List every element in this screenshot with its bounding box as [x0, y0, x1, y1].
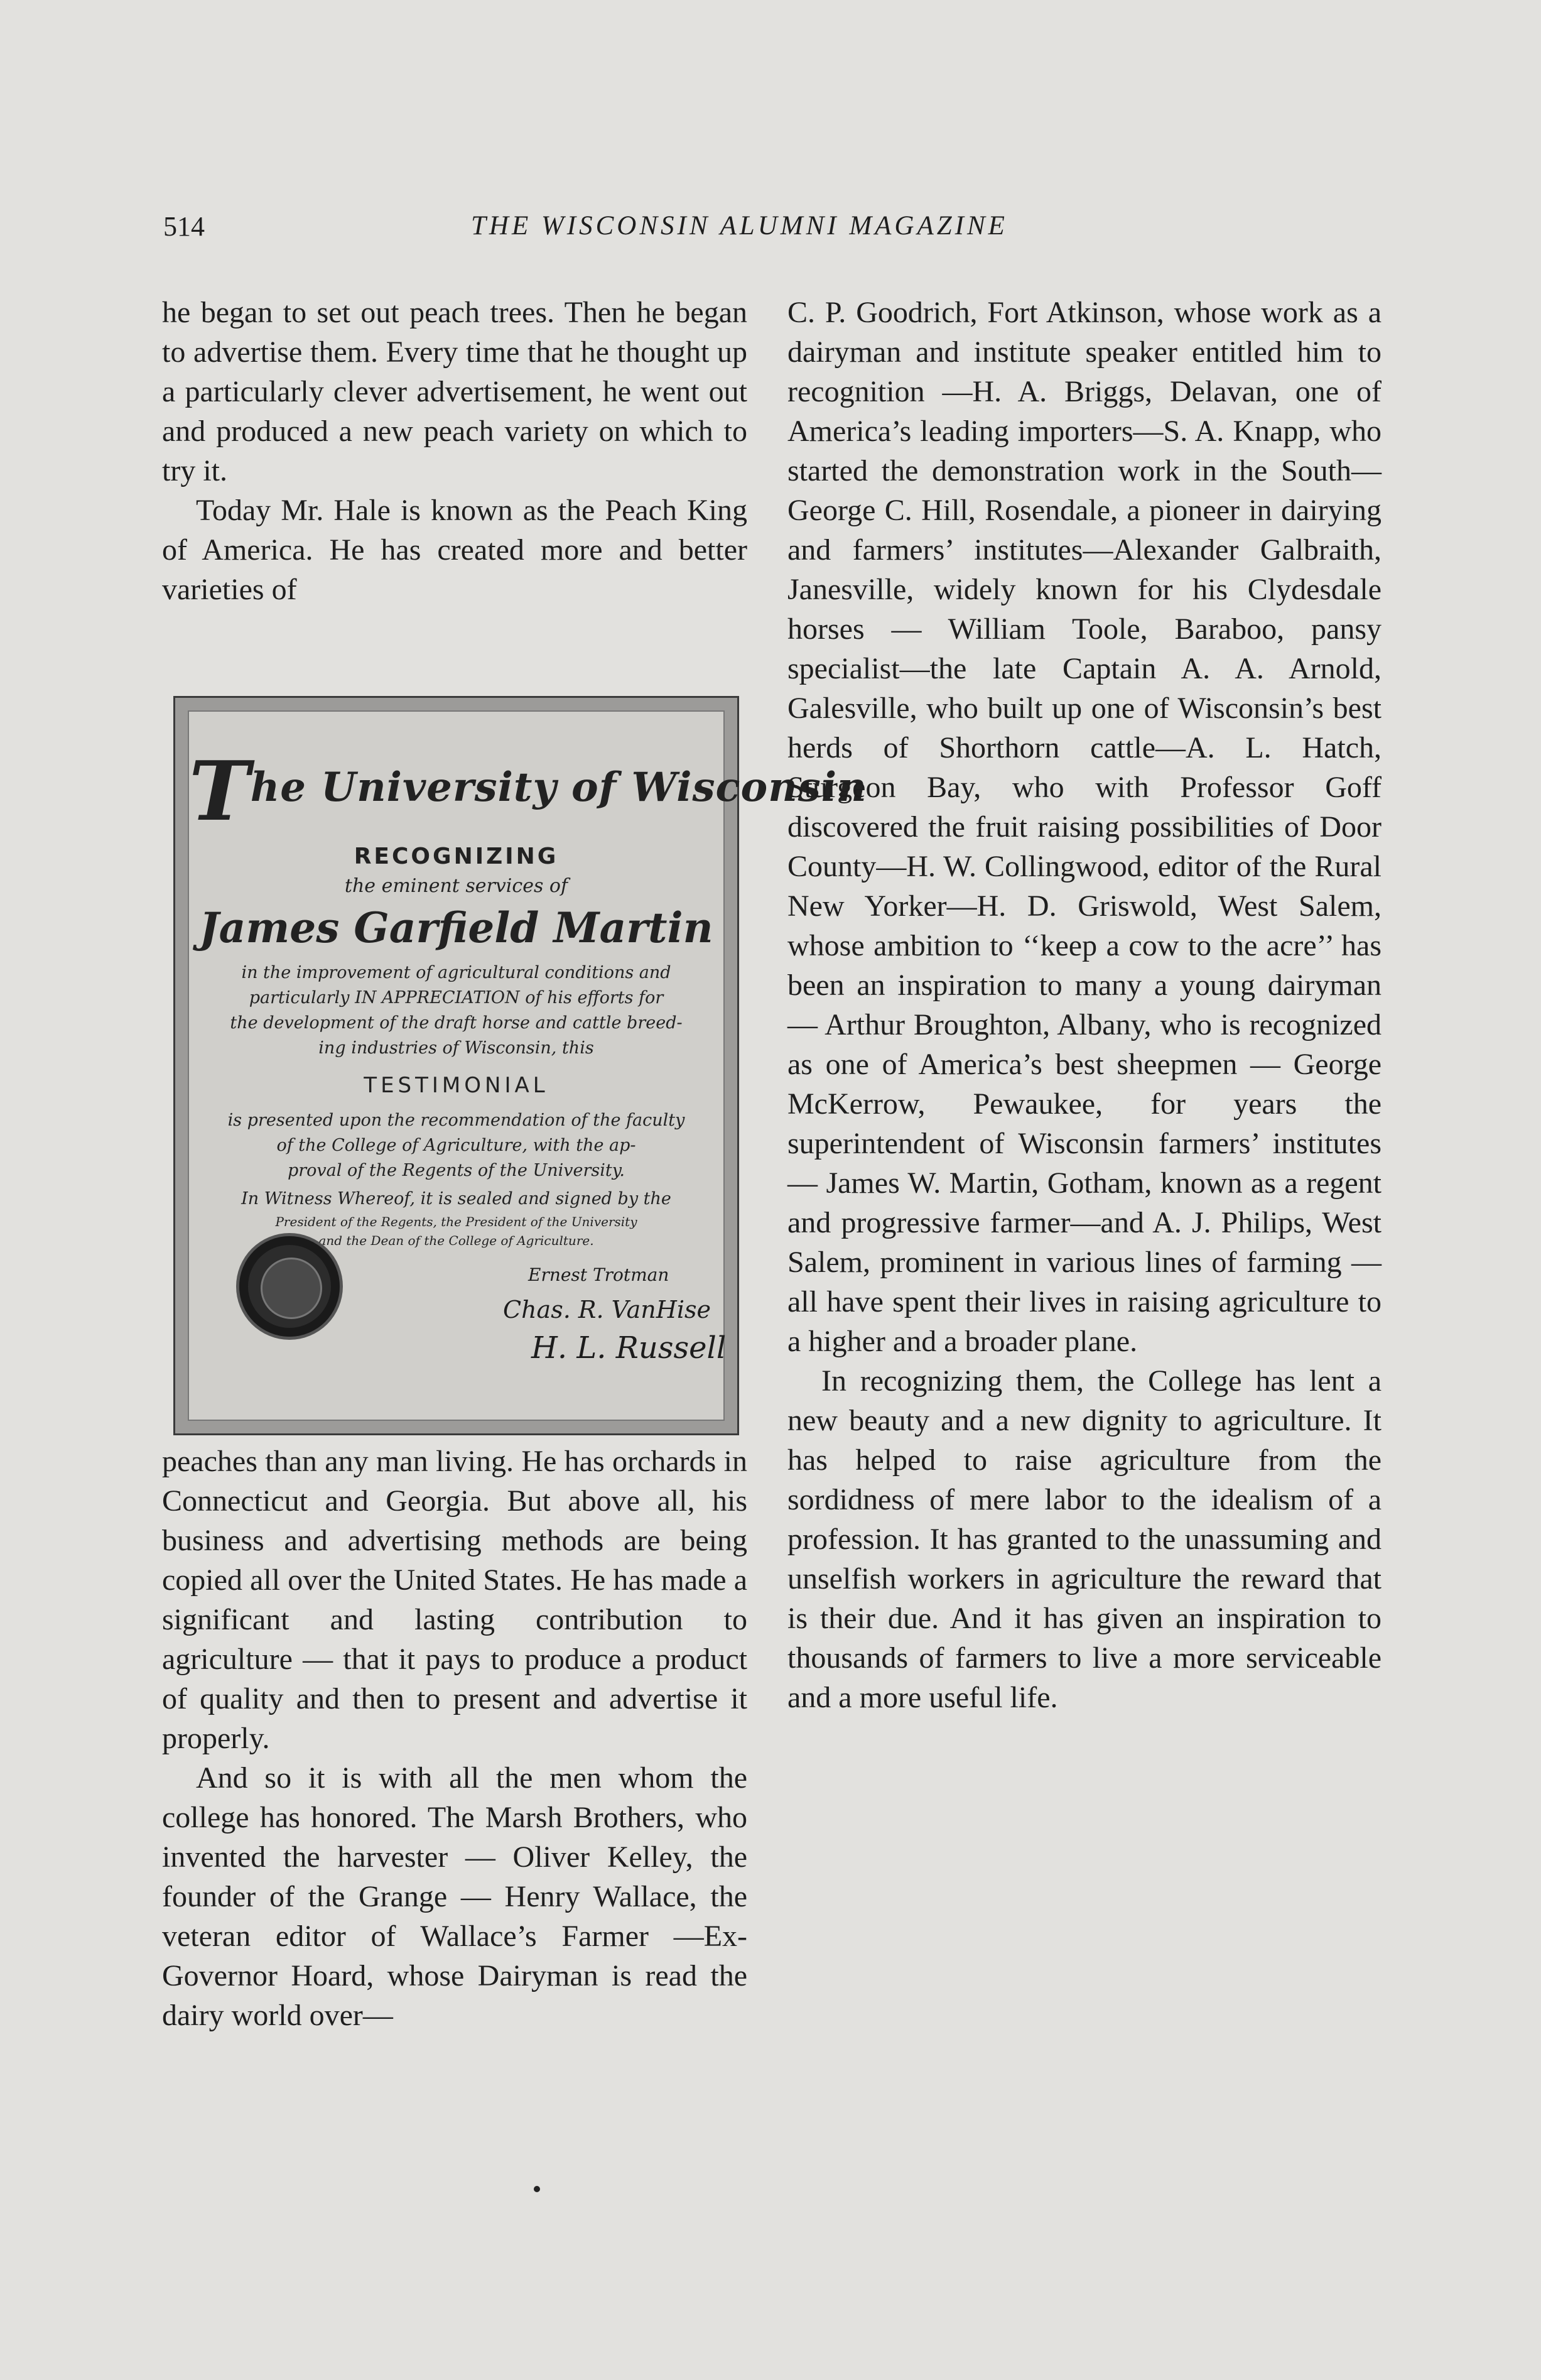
running-title: THE WISCONSIN ALUMNI MAGAZINE: [471, 211, 1008, 241]
certificate-figure: [173, 696, 867, 1435]
paragraph: And so it is with all the men whom the college has honored. The Marsh Brothers, who invented the harvester — Oliver Kelley, the founder of the Grange — Henry Wallace, the veteran editor of Wallace’s Farmer —Ex-Governor Hoard, whose Dairyman is read the dairy world over—: [162, 1761, 747, 2032]
page-header: [163, 210, 1055, 254]
paragraph: In recognizing them, the College has lent a new beauty and a new dignity to agriculture. It has helped to raise agriculture from the sordidness of mere labor to the idealism of a profession. It has granted to the unassuming and unselfish workers in agriculture the reward that is their due. And it has given an inspiration to thousands of farmers to live a more serviceable and a more useful life.: [787, 1364, 1381, 1714]
certificate-text-line: and the Dean of the College of Agriculture.: [318, 1233, 594, 1248]
left-column-bottom: [162, 1442, 747, 2035]
certificate-text-line: of the College of Agriculture, with the ap-: [276, 1136, 636, 1155]
signature: Ernest Trotman: [528, 1264, 669, 1285]
certificate-recipient-name: James Garfield Martin: [199, 903, 713, 952]
paragraph: he began to set out peach trees. Then he began to advertise them. Every time that he thought up a particularly clever advertisement, he went out and produced a new peach variety on which to try it.: [162, 296, 747, 487]
right-column: [787, 293, 1381, 1717]
certificate: [188, 710, 867, 1421]
left-column-top: [162, 293, 747, 609]
paragraph: C. P. Goodrich, Fort Atkinson, whose work as a dairyman and institute speaker entitled him to recognition —H. A. Briggs, Delavan, one of America’s leading importers—S. A. Knapp, who started the demonstration work in the South—George C. Hill, Rosendale, a pioneer in dairying and farmers’ institutes—Alexander Galbraith, Janesville, widely known for his Clydesdale horses — William Toole, Baraboo, pansy specialist—the late Captain A. A. Arnold, Galesville, who built up one of Wisconsin’s best herds of Shorthorn cattle—A. L. Hatch, Sturgeon Bay, who with Professor Goff discovered the fruit raising possibilities of Door County—H. W. Collingwood, editor of the Rural New Yorker—H. D. Griswold, West Salem, whose ambition to ‘‘keep a cow to the acre’’ has been an inspiration to many a young dairyman — Arthur Broughton, Albany, who is recognized as one of America’s best sheepmen — George McKerrow, Pewaukee, for years the superintendent of Wisconsin farmers’ institutes — James W. Martin, Gotham, known as a regent and progressive farmer—and A. J. Philips, West Salem, prominent in various lines of farming — all have spent their lives in raising agriculture to a higher and a broader plane.: [787, 296, 1381, 1358]
paragraph: Today Mr. Hale is known as the Peach King of America. He has created more and better varieties of: [162, 494, 747, 606]
signature: H. L. Russell: [531, 1330, 727, 1366]
university-seal: [239, 1236, 340, 1337]
paragraph: peaches than any man living. He has orchards in Connecticut and Georgia. But above all, his business and advertising methods are being copied all over the United States. He has made a significant and lasting contribution to agriculture — that it pays to produce a product of quality and then to present and advertise it properly.: [162, 1445, 747, 1755]
certificate-text-line: in the improvement of agricultural conditions and: [241, 963, 671, 982]
certificate-text-line: President of the Regents, the President of the University: [275, 1214, 637, 1229]
certificate-text-line: proval of the Regents of the University.: [287, 1161, 625, 1180]
certificate-title-rest: he University of Wisconsin: [250, 764, 867, 811]
certificate-text-line: ing industries of Wisconsin, this: [318, 1038, 594, 1058]
footer-dot: [534, 2186, 540, 2192]
certificate-text-line: the development of the draft horse and cattle breed-: [230, 1013, 683, 1033]
certificate-witness: In Witness Whereof, it is sealed and signed by the: [241, 1189, 671, 1209]
certificate-title: [189, 743, 867, 839]
certificate-eminent: the eminent services of: [344, 875, 568, 897]
certificate-recognizing: RECOGNIZING: [354, 844, 559, 869]
certificate-text-line: particularly IN APPRECIATION of his efforts for: [249, 988, 664, 1008]
page-number: 514: [163, 211, 205, 242]
certificate-text-line: is presented upon the recommendation of the faculty: [227, 1111, 685, 1130]
certificate-testimonial: TESTIMONIAL: [364, 1073, 549, 1098]
certificate-title-initial: T: [189, 743, 251, 839]
signature: Chas. R. VanHise: [503, 1296, 711, 1323]
